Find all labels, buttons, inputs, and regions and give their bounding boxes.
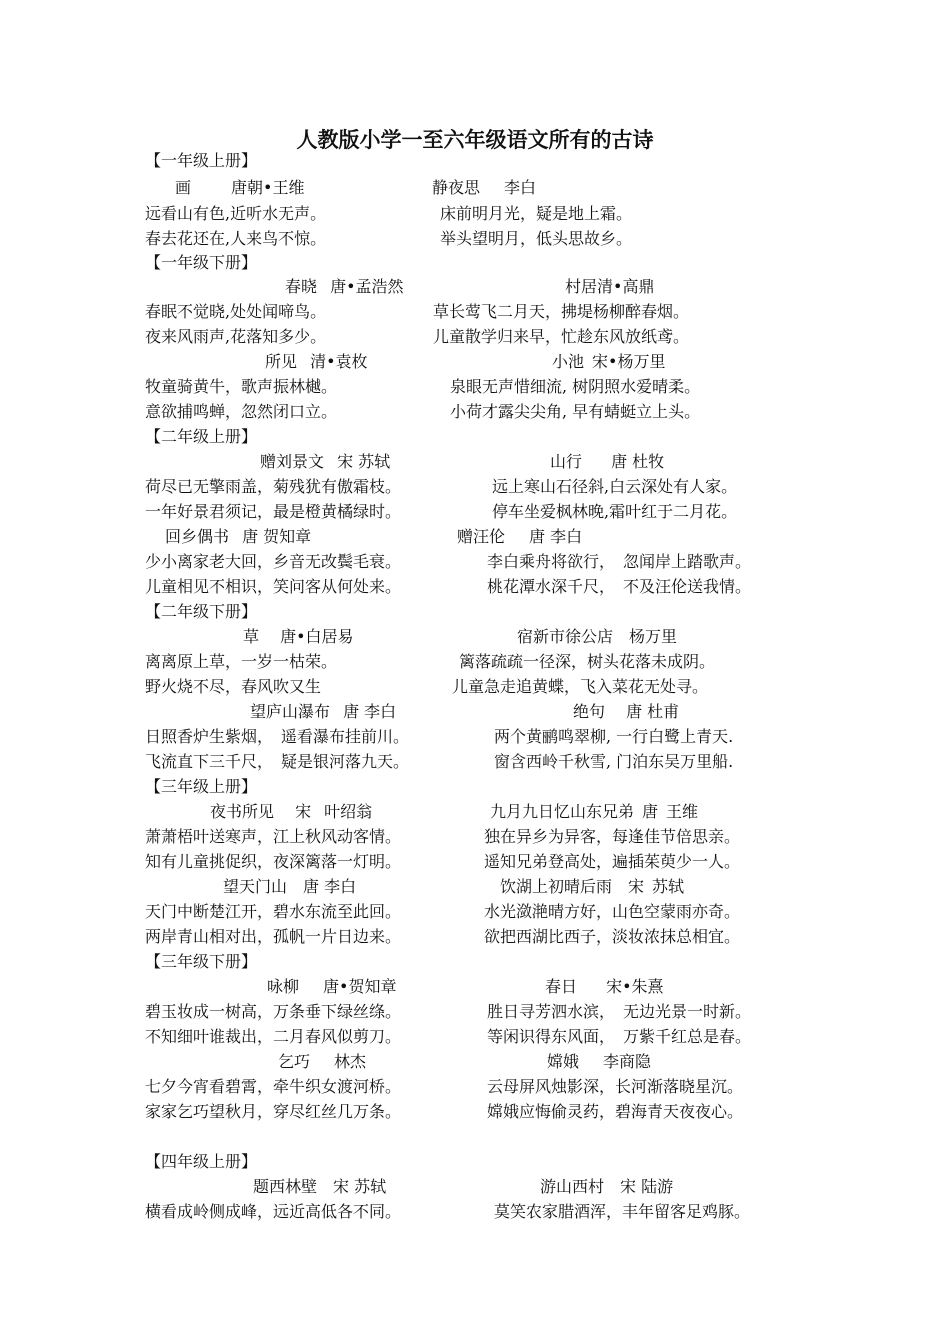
text-line: 窗含西岭千秋雪, 门泊东吴万里船.: [494, 752, 734, 771]
text-line: 草 唐•白居易: [243, 627, 354, 646]
text-line: 饮湖上初晴后雨 宋 苏轼: [500, 877, 685, 896]
text-line: 遥知兄弟登高处，遍插茱萸少一人。: [484, 852, 741, 871]
text-line: 小池 宋•杨万里: [552, 352, 666, 371]
text-line: 家家乞巧望秋月，穿尽红丝几万条。: [145, 1102, 402, 1121]
text-line: 望天门山 唐 李白: [223, 877, 357, 896]
text-line: 桃花潭水深千尺， 不及汪伦送我情。: [487, 577, 752, 596]
text-line: 赠汪伦 唐 李白: [457, 527, 583, 546]
text-line: 荷尽已无擎雨盖，菊残犹有傲霜枝。: [145, 477, 402, 496]
text-line: 莫笑农家腊酒浑，丰年留客足鸡豚。: [494, 1202, 751, 1221]
text-line: 绝句 唐 杜甫: [573, 702, 680, 721]
text-line: 春眠不觉晓,处处闻啼鸟。: [145, 302, 327, 321]
text-line: 儿童相见不相识，笑问客从何处来。: [145, 577, 402, 596]
text-line: 【一年级下册】: [145, 253, 258, 272]
text-line: 所见 清•袁枚: [265, 352, 368, 371]
text-line: 画 唐朝•王维: [175, 178, 305, 197]
text-line: 少小离家老大回，乡音无改鬓毛衰。: [145, 552, 402, 571]
text-line: 回乡偶书 唐 贺知章: [165, 527, 312, 546]
text-line: 水光潋滟晴方好，山色空蒙雨亦奇。: [484, 902, 741, 921]
text-line: 春日 宋•朱熹: [545, 977, 664, 996]
text-line: 七夕今宵看碧霄，牵牛织女渡河桥。: [145, 1077, 402, 1096]
text-line: 【二年级上册】: [145, 427, 258, 446]
text-line: 飞流直下三千尺， 疑是银河落九天。: [145, 752, 410, 771]
text-line: 宿新市徐公店 杨万里: [517, 627, 678, 646]
text-line: 野火烧不尽，春风吹又生: [145, 677, 322, 696]
text-line: 独在异乡为异客，每逢佳节倍思亲。: [484, 827, 741, 846]
text-line: 胜日寻芳泗水滨， 无边光景一时新。: [487, 1002, 752, 1021]
text-line: 题西林壁 宋 苏轼: [253, 1177, 387, 1196]
text-line: 两岸青山相对出，孤帆一片日边来。: [145, 927, 402, 946]
text-line: 【二年级下册】: [145, 602, 258, 621]
text-line: 九月九日忆山东兄弟 唐 王维: [490, 802, 699, 821]
text-line: 李白乘舟将欲行， 忽闻岸上踏歌声。: [487, 552, 752, 571]
text-line: 【三年级下册】: [145, 952, 258, 971]
text-line: 咏柳 唐•贺知章: [267, 977, 397, 996]
text-line: 云母屏风烛影深，长河渐落晓星沉。: [487, 1077, 744, 1096]
text-line: 知有儿童挑促织，夜深篱落一灯明。: [145, 852, 402, 871]
text-line: 举头望明月，低头思故乡。: [440, 229, 633, 248]
text-line: 春去花还在,人来鸟不惊。: [145, 229, 327, 248]
text-line: 【四年级上册】: [145, 1152, 258, 1171]
text-line: 乞巧 林杰: [278, 1052, 367, 1071]
text-line: 萧萧梧叶送寒声，江上秋风动客情。: [145, 827, 402, 846]
text-line: 泉眼无声惜细流, 树阴照水爱晴柔。: [450, 377, 701, 396]
text-line: 欲把西湖比西子，淡妆浓抹总相宜。: [484, 927, 741, 946]
text-line: 停车坐爱枫林晚,霜叶红于二月花。: [492, 502, 738, 521]
text-line: 望庐山瀑布 唐 李白: [250, 702, 397, 721]
text-line: 横看成岭侧成峰，远近高低各不同。: [145, 1202, 402, 1221]
text-line: 远看山有色,近听水无声。: [145, 204, 327, 223]
text-line: 嫦娥 李商隐: [547, 1052, 652, 1071]
text-line: 游山西村 宋 陆游: [540, 1177, 674, 1196]
text-line: 儿童急走追黄蝶，飞入菜花无处寻。: [452, 677, 709, 696]
text-line: 意欲捕鸣蝉，忽然闭口立。: [145, 402, 338, 421]
text-line: 春晓 唐•孟浩然: [285, 277, 404, 296]
text-line: 离离原上草，一岁一枯荣。: [145, 652, 338, 671]
text-line: 夜书所见 宋 叶绍翁: [210, 802, 373, 821]
text-line: 日照香炉生紫烟， 遥看瀑布挂前川。: [145, 727, 410, 746]
page-title: 人教版小学一至六年级语文所有的古诗: [296, 128, 654, 152]
text-line: 远上寒山石径斜,白云深处有人家。: [492, 477, 738, 496]
text-line: 赠刘景文 宋 苏轼: [260, 452, 391, 471]
text-line: 夜来风雨声,花落知多少。: [145, 327, 327, 346]
text-line: 嫦娥应悔偷灵药，碧海青天夜夜心。: [487, 1102, 744, 1121]
text-line: 山行 唐 杜牧: [550, 452, 665, 471]
text-line: 村居清•高鼎: [565, 277, 655, 296]
text-line: 一年好景君须记，最是橙黄橘绿时。: [145, 502, 402, 521]
text-line: 静夜思 李白: [432, 178, 537, 197]
text-line: 床前明月光，疑是地上霜。: [440, 204, 633, 223]
text-line: 牧童骑黄牛，歌声振林樾。: [145, 377, 338, 396]
text-line: 儿童散学归来早，忙趁东风放纸鸢。: [433, 327, 690, 346]
text-line: 等闲识得东风面， 万紫千红总是春。: [487, 1027, 752, 1046]
text-line: 碧玉妆成一树高，万条垂下绿丝绦。: [145, 1002, 402, 1021]
text-line: 【三年级上册】: [145, 777, 258, 796]
text-line: 【一年级上册】: [145, 151, 258, 170]
text-line: 小荷才露尖尖角, 早有蜻蜓立上头。: [450, 402, 701, 421]
text-line: 草长莺飞二月天，拂堤杨柳醉春烟。: [433, 302, 690, 321]
text-line: 天门中断楚江开，碧水东流至此回。: [145, 902, 402, 921]
text-line: 篱落疏疏一径深，树头花落未成阴。: [459, 652, 716, 671]
text-line: 两个黄鹂鸣翠柳, 一行白鹭上青天.: [494, 727, 734, 746]
text-line: 不知细叶谁裁出，二月春风似剪刀。: [145, 1027, 402, 1046]
